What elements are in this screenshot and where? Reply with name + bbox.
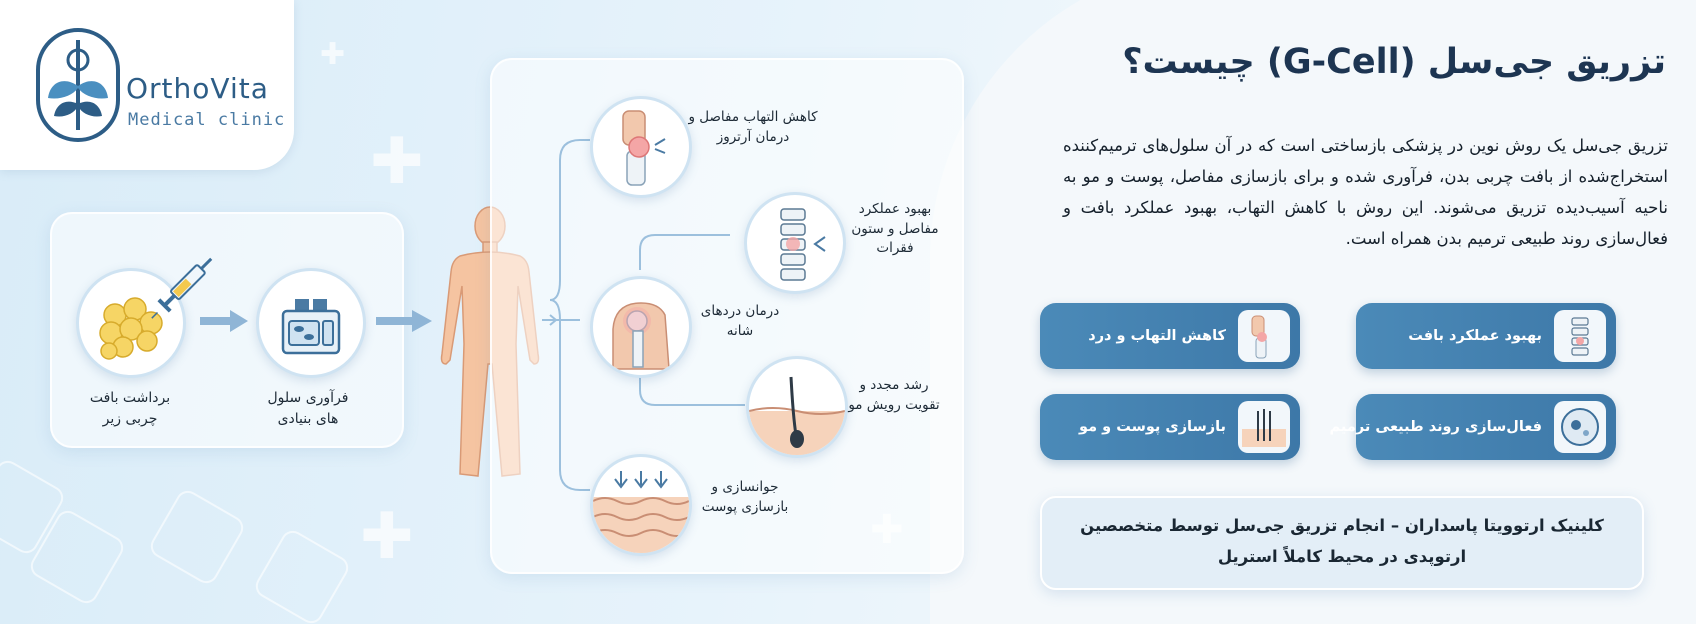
benefit-label: فعال‌سازی روند طبیعی ترمیم <box>1329 419 1542 435</box>
footer-text: کلینیک ارتوویتا پاسداران – انجام تزریق جی‌سل توسط متخصصین ارتوپدی در محیط کاملاً استریل <box>1080 516 1604 566</box>
step2-label: فرآوری سلول های بنیادی <box>267 390 349 427</box>
orthovita-logo-icon <box>34 26 122 144</box>
benefit-card <box>1356 303 1616 369</box>
plus-decoration-icon: ✚ <box>320 37 346 72</box>
hair-follicle-icon <box>746 356 848 458</box>
step1-label: برداشت بافت چربی زیر <box>89 390 171 427</box>
footer-banner <box>1040 496 1644 590</box>
benefit-label: بازسازی پوست و مو <box>1079 419 1226 435</box>
lab-processing-icon <box>256 268 366 378</box>
benefit-card <box>1329 394 1616 460</box>
knee-joint-icon <box>590 96 692 198</box>
joint-label: کاهش التهاب مفاصل و درمان آرتروز <box>688 109 818 145</box>
cell-icon <box>1554 401 1606 453</box>
knee-icon <box>1238 310 1290 362</box>
arrow-right-icon <box>540 310 560 330</box>
hair-follicle-icon <box>1238 401 1290 453</box>
hair-label: رشد مجدد و تقویت رویش مو <box>848 377 940 413</box>
shoulder-icon <box>590 276 692 378</box>
benefit-label: کاهش التهاب و درد <box>1088 328 1226 344</box>
logo-card[interactable] <box>0 0 294 170</box>
skin-label: جوانسازی و بازسازی پوست <box>701 479 789 515</box>
spine-icon <box>744 192 846 294</box>
benefit-card <box>1040 394 1300 460</box>
plus-decoration-icon: ✚ <box>360 500 414 574</box>
plus-decoration-icon: ✚ <box>370 125 424 199</box>
spine-label: بهبود عملکرد مفاصل و ستون فقرات <box>851 201 939 257</box>
hexagon-decoration <box>146 486 247 587</box>
page-title: تزریق جی‌سل (G-Cell) چیست؟ <box>1122 42 1666 82</box>
brand-subtitle: Medical clinic <box>128 110 286 130</box>
shoulder-label: درمان دردهای شانه <box>700 303 780 339</box>
description-text: تزریق جی‌سل یک روش نوین در پزشکی بازساختی است که در آن سلول‌های ترمیم‌کننده استخراج‌شده از بافت چربی بدن، فرآوری شده و برای بازسازی مفاصل، پوست و مو به ناحیه آسیب‌دیده تزریق می‌شوند. این روش با کاهش التهاب، بهبود عملکرد بافت و فعال‌سازی روند طبیعی ترمیم بدن همراه است. <box>1063 136 1668 248</box>
hexagon-decoration <box>251 526 352 624</box>
benefit-label: بهبود عملکرد بافت <box>1408 328 1542 344</box>
spine-icon <box>1554 310 1606 362</box>
benefit-card <box>1040 303 1300 369</box>
arrow-right-icon <box>374 308 434 334</box>
arrow-right-icon <box>198 308 250 334</box>
skin-layers-icon <box>590 454 692 556</box>
brand-name: OrthoVita <box>126 72 269 105</box>
